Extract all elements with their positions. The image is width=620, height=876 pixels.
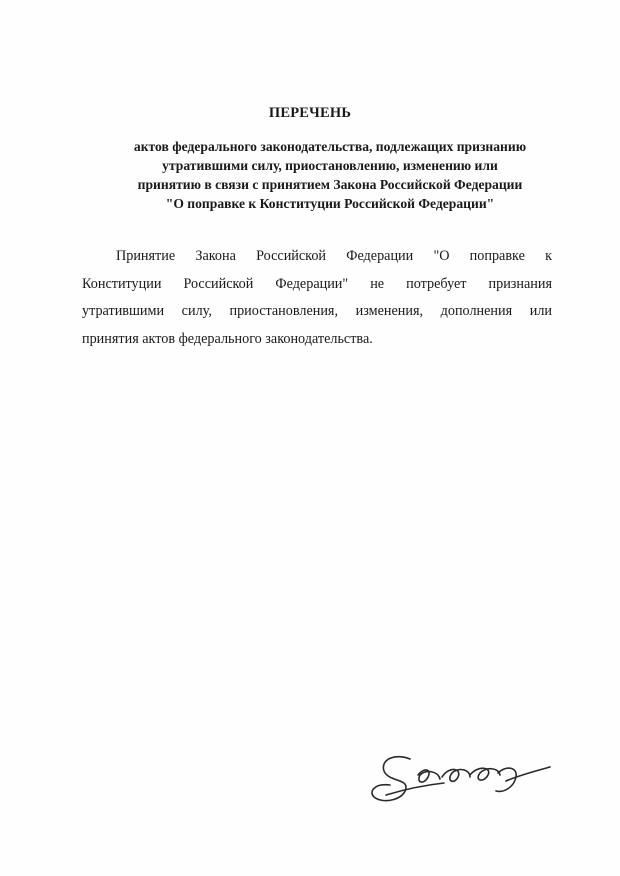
document-title: ПЕРЕЧЕНЬ	[268, 105, 352, 121]
document-subtitle	[70, 137, 590, 213]
body-paragraph	[82, 243, 552, 353]
subtitle-line: актов федерального законодательства, подлежащих признанию	[133, 139, 527, 154]
body-line: утратившими силу, приостановления, изменения, дополнения или	[82, 303, 552, 319]
subtitle-line: "О поправке к Конституции Российской Федерации"	[165, 196, 495, 211]
subtitle-line: утратившими силу, приостановлению, изменению или	[162, 158, 498, 173]
body-line: Принятие Закона Российской Федерации "О поправке к	[116, 248, 552, 264]
subtitle-line: принятию в связи с принятием Закона Российской Федерации	[137, 177, 523, 192]
signature-icon	[366, 745, 556, 815]
body-line: Конституции Российской Федерации" не потребует признания	[82, 275, 552, 292]
body-line: принятия актов федерального законодательства.	[82, 330, 373, 347]
